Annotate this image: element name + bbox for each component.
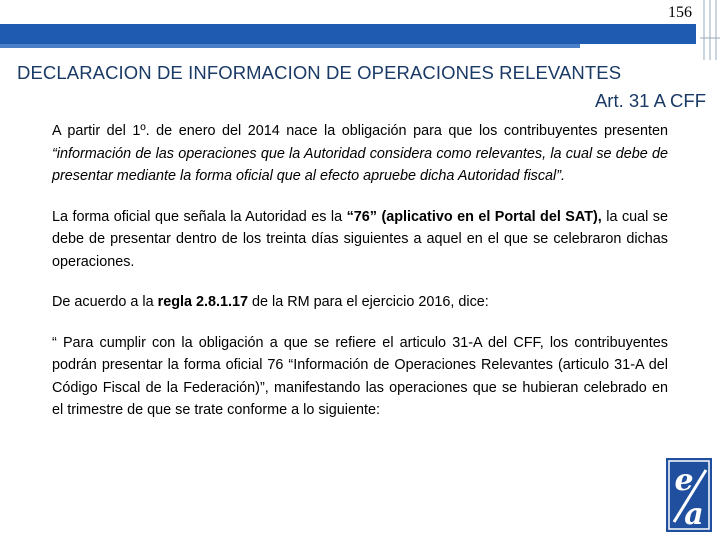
corner-decoration-icon — [700, 0, 720, 60]
page-title: DECLARACION DE INFORMACION DE OPERACIONES RELEVANTES — [17, 62, 622, 83]
logo-icon — [666, 458, 712, 532]
paragraph-1 — [52, 120, 668, 188]
header-bar — [0, 24, 696, 44]
paragraph-2 — [52, 206, 668, 274]
paragraph-3-intro: De acuerdo a la — [52, 294, 158, 310]
paragraph-1-intro: A partir del 1º. de enero del 2014 nace la obligación para que los contribuyentes presenten — [52, 123, 668, 139]
paragraph-2-highlight: “76” (aplicativo en el Portal del SAT), — [346, 208, 602, 225]
logo — [666, 458, 712, 532]
paragraph-1-quote: “información de las operaciones que la Autoridad considera como relevantes, la cual se debe de presentar mediante la forma oficial que al efecto apruebe dicha Autoridad fiscal”. — [52, 145, 668, 184]
paragraph-2-rest: la cual se debe de presentar dentro de los treinta días siguientes a aquel en el que se celebraron dichas operaciones. — [52, 208, 668, 270]
paragraph-2-intro: La forma oficial que señala la Autoridad es la — [52, 208, 347, 225]
page-subtitle: Art. 31 A CFF — [594, 90, 706, 111]
logo-letter-top: e — [674, 463, 694, 498]
document-body — [52, 120, 668, 434]
paragraph-4: “ Para cumplir con la obligación a que se refiere el articulo 31-A del CFF, los contribuyentes podrán presentar la forma oficial 76 “Información de Operaciones Relevantes (articulo 31-A del Código Fiscal de la Federación)”, manifestando las operaciones que se hubieran celebrado en el trimestre de que se trate conforme a lo siguiente: — [52, 334, 668, 418]
paragraph-3-rule: regla 2.8.1.17 — [157, 294, 249, 310]
paragraph-3-rest: de la RM para el ejercicio 2016, dice: — [248, 294, 489, 310]
logo-letter-bottom: a — [684, 497, 704, 532]
page-number: 156 — [668, 4, 692, 21]
paragraph-3 — [52, 291, 668, 314]
header-underline — [0, 44, 580, 48]
